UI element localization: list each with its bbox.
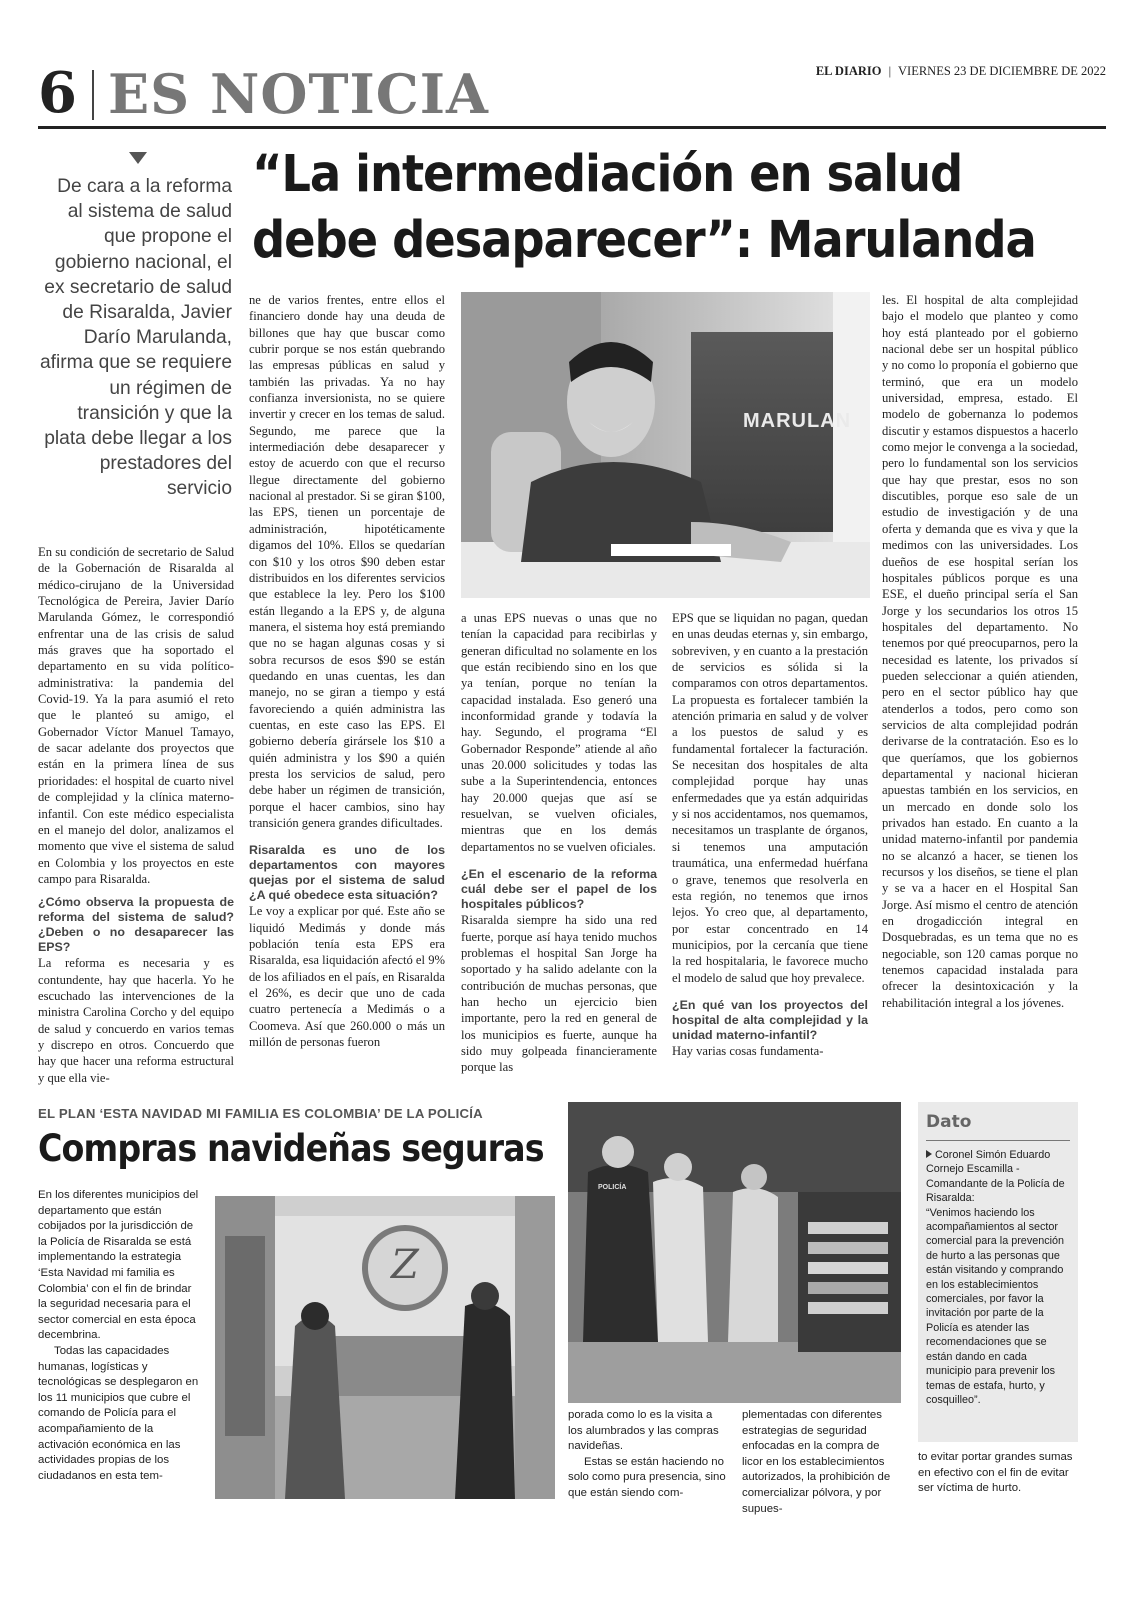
question-reform: ¿Cómo observa la propuesta de reforma del sistema de salud? ¿Deben o no desaparecer las EPS? [38, 895, 234, 955]
issue-date: VIERNES 23 DE DICIEMBRE DE 2022 [898, 64, 1106, 78]
header-rule [38, 126, 1106, 129]
question-complaints: Risaralda es uno de los departamentos con mayores quejas por el sistema de salud ¿A qué obedece esta situación? [249, 843, 445, 903]
marulanda-photo [461, 292, 870, 598]
dato-source-text: Coronel Simón Eduardo Cornejo Escamilla - Comandante de la Policía de Risaralda: [926, 1149, 1065, 1205]
dato-title: Dato [926, 1112, 972, 1132]
dato-bullet-icon [926, 1150, 932, 1158]
store-photo [215, 1196, 555, 1499]
presence-paragraph: Estas se están haciendo no solo como pura presencia, sino que están siendo com- [568, 1455, 726, 1499]
article-column-2 [249, 292, 445, 1050]
article-column-4 [672, 610, 868, 1059]
store-illustration [215, 1196, 555, 1499]
dato-title-rule [926, 1140, 1070, 1141]
article-column-1 [38, 544, 234, 1086]
police-capacity-paragraph: Todas las capacidades humanas, logísticas y tecnológicas se desplegaron en los 11 municipios que cubre el comando de Policía para el acompañamiento de la activación económica en las actividades propias de los ciudadanos en esta tem- [38, 1344, 199, 1482]
second-article-column-3 [742, 1408, 902, 1517]
portrait-illustration [461, 292, 870, 598]
dato-body [926, 1148, 1072, 1407]
section-title: ES NOTICIA [108, 62, 489, 126]
intro-paragraph: En su condición de secretario de Salud de la Gobernación de Risaralda al médico-cirujano de la Universidad Tecnológica de Pereira, Javier Darío Marulanda Gómez, le correspondió enfrentar una de las crisis de salud más graves que ha soportado el departamento en su vida político-administrativa: la pandemia del Covid-19. Ya la para asumió el reto que le planteó su amigo, el Gobernador Víctor Manuel Tamayo, de sacar adelante dos proyectos que están en la primera línea de sus prioridades: el hospital de cuarto nivel de complejidad y la clínica materno-infantil. Con este médico especialista en el manejo del dolor, analizamos el momento que vive el sistema de salud en Colombia y los proyectos en este campo para Risaralda. [38, 545, 234, 886]
answer-projects: Hay varias cosas fundamenta- [672, 1043, 824, 1058]
answer-complaints-continued: a unas EPS nuevas o unas que no tenían la capacidad para recibirlas y generan dificultad no solamente en los que están recibiendo sino en los que ya tenían, porque no tenían la capacidad instalada. Eso generó una inconformidad grande y todavía la hay. Segundo, el programa “El Gobernador Responde” atiende al año unas 20.000 solicitudes y todas las sube a la Superintendencia, entonces hay 20.000 quejas que así se resuelvan, se vuelven oficiales, mientras que en los demás departamentos no se vuelven oficiales. [461, 611, 657, 854]
second-article-headline: Compras navideñas seguras [38, 1127, 544, 1170]
question-projects: ¿En qué van los proyectos del hospital de alta complejidad y la unidad materno-infantil? [672, 997, 868, 1042]
question-public-hospitals: ¿En el escenario de la reforma cuál debe ser el papel de los hospitales públicos? [461, 867, 657, 912]
lead-arrow [129, 152, 147, 164]
season-paragraph: porada como lo es la visita a los alumbrados y las compras navideñas. [568, 1409, 719, 1453]
photo-sign-text: MARULAN [743, 410, 852, 432]
second-article-kicker: EL PLAN ‘ESTA NAVIDAD MI FAMILIA ES COLOMBIA’ DE LA POLICÍA [38, 1106, 483, 1121]
headline-line-1: “La intermediación en salud [252, 145, 963, 204]
answer-public-hospitals-continued: EPS que se liquidan no pagan, quedan en unas deudas eternas y, sin embargo, sobreviven, y en cuanto a la prestación de servicios es sólida si la comparamos con otros departamentos. La propuesta es fortalecer también la atención primaria en salud y de volver a los puestos de salud y es fundamental fortalecer la facturación. Se necesitan dos hospitales de alta complejidad porque hay unas enfermedades que ya están adquiridas y si nos accidentamos, nos quemamos, necesitamos un trasplante de órganos, si tenemos una amputación traumática, una enfermedad huérfana o grave, tenemos que resolverla en esta región, no tenemos que irnos lejos. Yo creo que, al departamento, por estar concentrado en 14 municipios, por la cercanía que tiene la red hospitalaria, le favorece mucho el modelo de salud que hoy prevalece. [672, 611, 868, 985]
page-header [38, 60, 1106, 132]
second-article-column-2 [568, 1408, 728, 1502]
article-column-5 [882, 292, 1078, 1011]
police-street-photo [568, 1102, 901, 1403]
answer-complaints: Le voy a explicar por qué. Este año se liquidó Medimás y donde más población tenía esta EPS era Risaralda, esa liquidación afectó el 9% de los afiliados en el país, en Risaralda el 26%, es decir que uno de cada cuatro pertenecía a Medimás o a Coomeva. Así que 260.000 o más un millón de personas fueron [249, 904, 445, 1050]
header-divider [92, 70, 94, 120]
header-meta [816, 64, 1106, 79]
dato-source [926, 1148, 1072, 1206]
police-intro-paragraph: En los diferentes municipios del departamento que están cobijados por la jurisdicción de la Policía de Risaralda se está implementando la estrategia ‘Esta Navidad mi familia es Colombia’ con el fin de brindar la seguridad necesaria para el sector comercial en esta época decembrina. [38, 1189, 199, 1342]
store-logo-letter: Z [391, 1242, 419, 1288]
police-vest-label: POLICÍA [598, 1184, 627, 1191]
second-article-column-1 [38, 1188, 200, 1484]
answer-reform: La reforma es necesaria y es contundente, hay que hacerla. Yo he escuchado las intervenciones de la ministra Carolina Corcho y del equipo de salud y concuerdo en varios temas y discrepo en otros. Concuerdo que hay que hacer una reforma estructural y que ella vie- [38, 956, 234, 1085]
closing-paragraph: to evitar portar grandes sumas en efectivo con el fin de evitar ser víctima de hurto. [918, 1451, 1073, 1495]
dato-quote: “Venimos haciendo los acompañamientos al sector comercial para la prevención de hurto a las personas que están visitando y comprando en los establecimientos comerciales, por favor la invitación por parte de la Policía es atender las recomendaciones que se están dando en cada municipio para prevenir los temas de estafa, hurto, y cosquilleo”. [926, 1206, 1065, 1406]
meta-separator: | [888, 64, 892, 78]
strategies-paragraph: plementadas con diferentes estrategias de seguridad enfocadas en la compra de licor en los establecimientos autorizados, la prohibición de comercializar pólvora, y por supues- [742, 1409, 891, 1515]
answer-projects-continued: les. El hospital de alta complejidad bajo el modelo que planteo y como hoy está planteado por el gobierno nacional debe ser un hospital público y no como lo proponía el gobierno que terminó, que era un modelo universidad, empresa, estado. El modelo de gobernanza lo podemos discutir y estamos dispuestos a hacerlo como mejor le convenga a la sociedad, pero lo fundamental son los servicios que hay que prestar, esos no son discutibles, porque eso sale de un estudio de investigación y de una oferta y demanda que es viva y que la medimos con las universidades. Los dueños de ese hospital serían los hospitales públicos porque es una ESE, el dueño principal sería el San Jorge y los secundarios los otros 15 hospitales del departamento. No tenemos por qué preocuparnos, pero la necesidad es latente, los privados sí pueden seleccionar a quién atienden, pero en el sector público hay que atenderlos a todos, pero como son servicios de alta complejidad podrán derivarse de la contratación. Eso es lo que queríamos, que los gobiernos departamental y nacional hicieran apuestas también en los servicios, en un mercado en donde solo los privados han estado. En cuanto a la unidad materno-infantil por pandemia no se alcanzó a hacer, se tienen los recursos y los diseños, se tiene el plan y se va a hacer en el Hospital San Jorge. Así mismo el centro de atención en drogadicción integral en Dosquebradas, es un tema que no es negociable, son 120 camas porque no tenemos capacidad instalada para ofrecer la desintoxicación y la rehabilitación integral a los jóvenes. [882, 293, 1078, 1010]
page-number: 6 [38, 60, 77, 126]
dato-box [918, 1102, 1078, 1442]
answer-reform-continued: ne de varios frentes, entre ellos el financiero donde hay una deuda de billones que hay que buscar como cubrir porque se nos están quebrando las empresas públicas en salud y también las privadas. Ya no hay confianza inversionista, no se quiere invertir y crecer en los temas de salud. Segundo, me parece que la intermediación debe desaparecer y estoy de acuerdo con que el recurso llegue directamente del gobierno nacional al prestador. Si se giran $100, las EPS, tienen un porcentaje de administración, hipotéticamente digamos del 10%. Ellos se quedarían con $10 y los otros $90 deben estar distribuidos en los diferentes servicios que establece la ley. Pero los $100 están llegando a la EPS y, de alguna manera, el sistema hoy está premiando que no se hagan algunas cosas y si sobra recursos de esos $90 se están quedando en unas cuentas, les dan manejo, no se giran a tiempo y está favoreciendo a quién administra las cuentas, en este caso las EPS. El gobierno debería girársele los $10 a quién administra y los $90 a quién presta los servicios de salud, pero debe haber un régimen de transición, porque el hacer cambios, sino hay transición genera grandes dificultades. [249, 293, 445, 830]
street-illustration [568, 1102, 901, 1403]
main-headline [252, 142, 1035, 274]
paper-name: EL DIARIO [815, 64, 882, 78]
article-column-3 [461, 610, 657, 1076]
lead-summary: De cara a la reforma al sistema de salud que propone el gobierno nacional, el ex secretario de salud de Risaralda, Javier Darío Marulanda, afirma que se requiere un régimen de transición y que la plata debe llegar a los prestadores del servicio [40, 176, 232, 500]
second-article-column-4 [918, 1450, 1080, 1497]
headline-line-2: debe desaparecer”: Marulanda [252, 211, 1036, 270]
answer-public-hospitals: Risaralda siempre ha sido una red fuerte, porque así haya tenido muchos problemas el hospital San Jorge ha soportado y ha salido adelante con la contribución de muchas personas, que han hecho un ejercicio bien importante, pero la red en general de los municipios es fuerte, aunque ha sido muy golpeada financieramente porque las [461, 913, 657, 1075]
